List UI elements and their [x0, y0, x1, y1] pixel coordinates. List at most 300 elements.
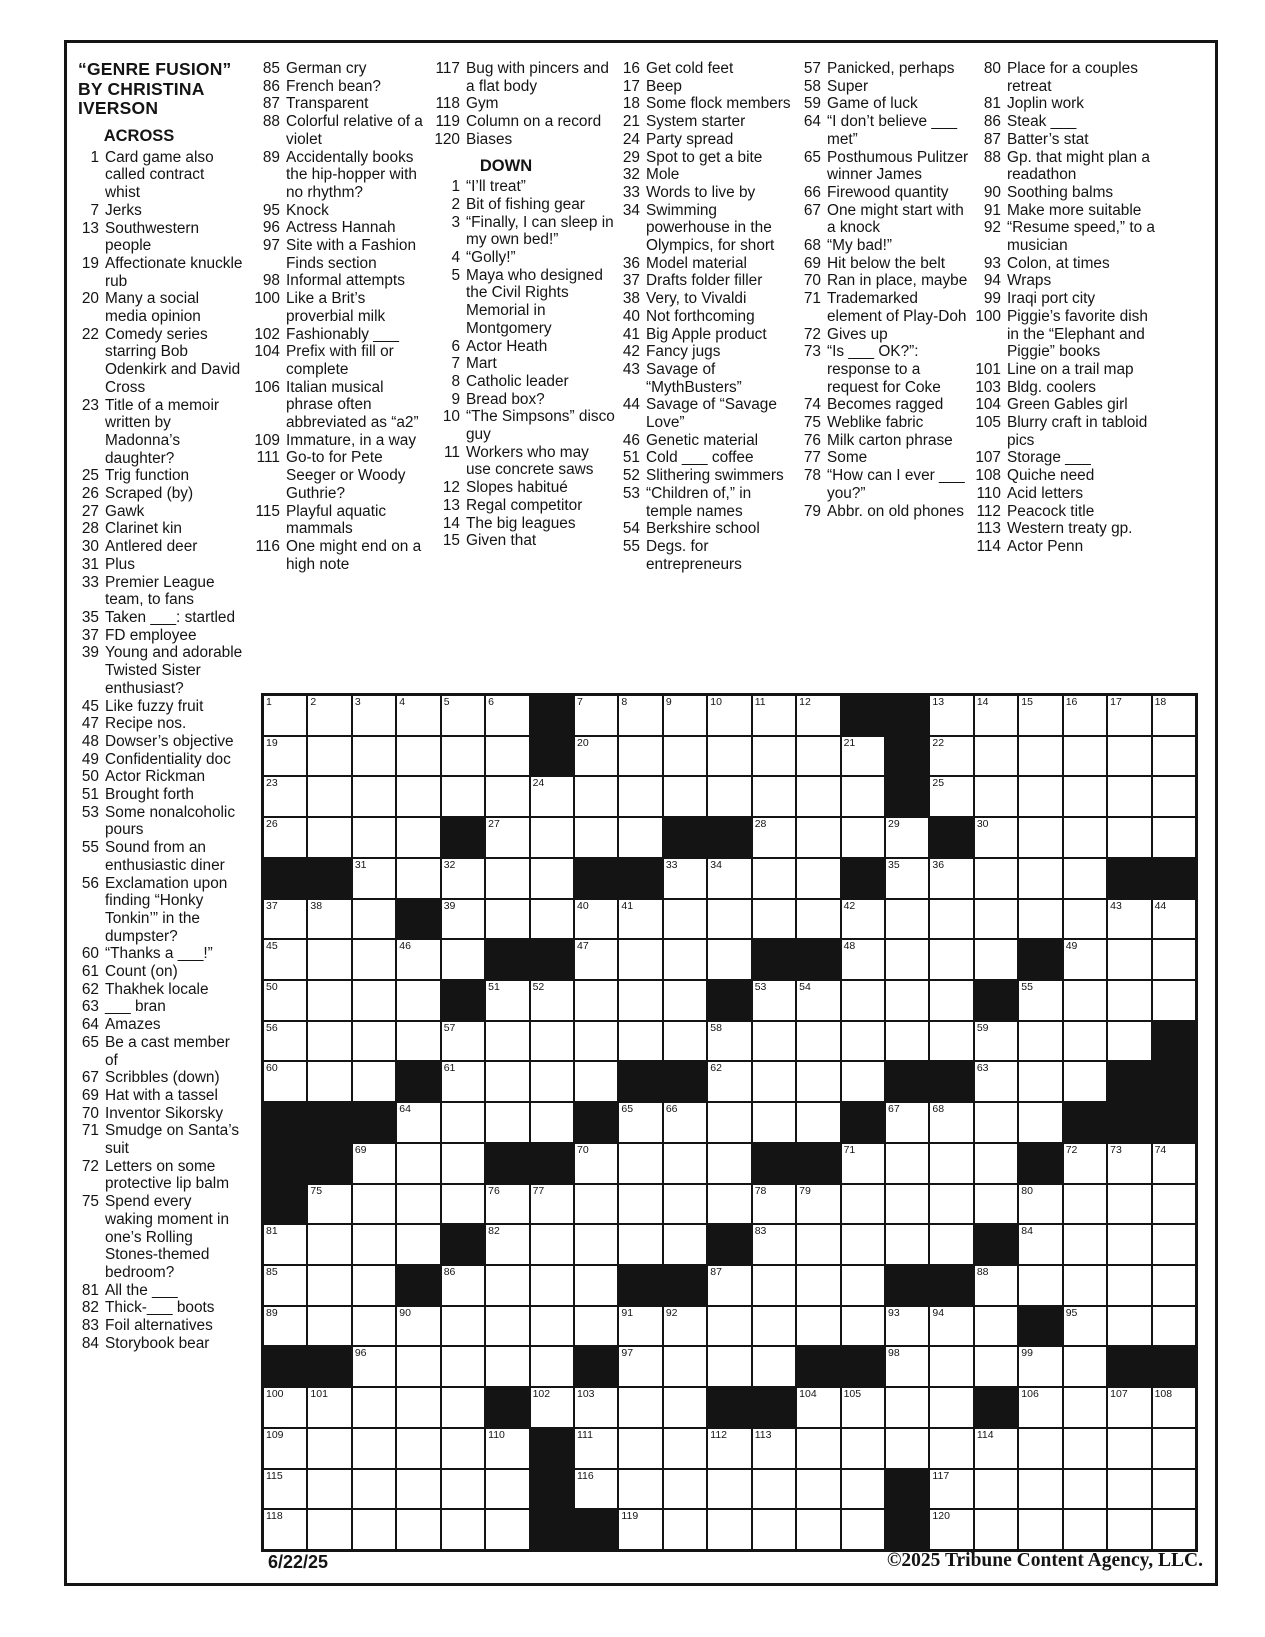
grid-cell[interactable]: [618, 980, 662, 1021]
grid-cell[interactable]: [929, 695, 973, 736]
grid-cell[interactable]: [707, 1306, 751, 1347]
grid-cell[interactable]: [1107, 939, 1151, 980]
grid-cell[interactable]: [885, 817, 929, 858]
grid-cell[interactable]: [929, 736, 973, 777]
grid-cell[interactable]: [663, 1224, 707, 1265]
grid-cell[interactable]: [752, 1224, 796, 1265]
grid-cell[interactable]: [841, 1265, 885, 1306]
grid-cell[interactable]: [307, 736, 351, 777]
grid-cell[interactable]: [707, 776, 751, 817]
grid-cell[interactable]: [263, 1509, 307, 1550]
grid-cell[interactable]: [485, 1061, 529, 1102]
grid-cell[interactable]: [618, 1224, 662, 1265]
grid-cell[interactable]: [974, 1265, 1018, 1306]
grid-cell[interactable]: [841, 899, 885, 940]
grid-cell[interactable]: [618, 1143, 662, 1184]
grid-cell[interactable]: [752, 1061, 796, 1102]
grid-cell[interactable]: [707, 1509, 751, 1550]
grid-cell[interactable]: [1152, 1224, 1196, 1265]
grid-cell[interactable]: [1063, 1428, 1107, 1469]
grid-cell[interactable]: [441, 899, 485, 940]
grid-cell[interactable]: [752, 1306, 796, 1347]
grid-cell[interactable]: [974, 1346, 1018, 1387]
grid-cell[interactable]: [1152, 817, 1196, 858]
grid-cell[interactable]: [396, 1387, 440, 1428]
grid-cell[interactable]: [618, 899, 662, 940]
grid-cell[interactable]: [1063, 695, 1107, 736]
grid-cell[interactable]: [1018, 858, 1062, 899]
grid-cell[interactable]: [1018, 899, 1062, 940]
grid-cell[interactable]: [707, 1346, 751, 1387]
grid-cell[interactable]: [263, 817, 307, 858]
grid-cell[interactable]: [396, 1021, 440, 1062]
grid-cell[interactable]: [796, 1102, 840, 1143]
grid-cell[interactable]: [1018, 736, 1062, 777]
grid-cell[interactable]: [1107, 1428, 1151, 1469]
grid-cell[interactable]: [1018, 1509, 1062, 1550]
grid-cell[interactable]: [1152, 980, 1196, 1021]
grid-cell[interactable]: [618, 1387, 662, 1428]
grid-cell[interactable]: [974, 695, 1018, 736]
grid-cell[interactable]: [441, 736, 485, 777]
grid-cell[interactable]: [752, 858, 796, 899]
grid-cell[interactable]: [530, 1021, 574, 1062]
grid-cell[interactable]: [929, 776, 973, 817]
grid-cell[interactable]: [752, 1509, 796, 1550]
grid-cell[interactable]: [307, 1387, 351, 1428]
grid-cell[interactable]: [396, 1428, 440, 1469]
grid-cell[interactable]: [663, 1469, 707, 1510]
grid-cell[interactable]: [352, 899, 396, 940]
grid-cell[interactable]: [929, 1509, 973, 1550]
grid-cell[interactable]: [1152, 736, 1196, 777]
grid-cell[interactable]: [841, 1509, 885, 1550]
grid-cell[interactable]: [1063, 1061, 1107, 1102]
grid-cell[interactable]: [485, 1346, 529, 1387]
grid-cell[interactable]: [352, 1061, 396, 1102]
grid-cell[interactable]: [663, 1102, 707, 1143]
grid-cell[interactable]: [1018, 1469, 1062, 1510]
grid-cell[interactable]: [618, 1102, 662, 1143]
grid-cell[interactable]: [1018, 1102, 1062, 1143]
grid-cell[interactable]: [618, 817, 662, 858]
grid-cell[interactable]: [396, 1143, 440, 1184]
grid-cell[interactable]: [618, 1306, 662, 1347]
grid-cell[interactable]: [530, 1102, 574, 1143]
grid-cell[interactable]: [1152, 1428, 1196, 1469]
grid-cell[interactable]: [485, 1184, 529, 1225]
grid-cell[interactable]: [796, 1387, 840, 1428]
grid-cell[interactable]: [485, 695, 529, 736]
grid-cell[interactable]: [796, 899, 840, 940]
grid-cell[interactable]: [307, 1265, 351, 1306]
grid-cell[interactable]: [796, 817, 840, 858]
grid-cell[interactable]: [618, 1428, 662, 1469]
grid-cell[interactable]: [796, 1224, 840, 1265]
grid-cell[interactable]: [1063, 980, 1107, 1021]
grid-cell[interactable]: [574, 1021, 618, 1062]
grid-cell[interactable]: [707, 1184, 751, 1225]
grid-cell[interactable]: [485, 736, 529, 777]
grid-cell[interactable]: [929, 1184, 973, 1225]
grid-cell[interactable]: [1018, 1387, 1062, 1428]
grid-cell[interactable]: [885, 980, 929, 1021]
grid-cell[interactable]: [929, 1387, 973, 1428]
grid-cell[interactable]: [530, 980, 574, 1021]
grid-cell[interactable]: [885, 1346, 929, 1387]
grid-cell[interactable]: [352, 695, 396, 736]
grid-cell[interactable]: [574, 1469, 618, 1510]
grid-cell[interactable]: [707, 736, 751, 777]
grid-cell[interactable]: [396, 939, 440, 980]
grid-cell[interactable]: [618, 1346, 662, 1387]
grid-cell[interactable]: [1107, 1184, 1151, 1225]
grid-cell[interactable]: [663, 858, 707, 899]
grid-cell[interactable]: [974, 1061, 1018, 1102]
grid-cell[interactable]: [974, 1428, 1018, 1469]
grid-cell[interactable]: [1018, 817, 1062, 858]
grid-cell[interactable]: [530, 1224, 574, 1265]
grid-cell[interactable]: [841, 1021, 885, 1062]
grid-cell[interactable]: [574, 899, 618, 940]
grid-cell[interactable]: [663, 899, 707, 940]
grid-cell[interactable]: [1063, 736, 1107, 777]
grid-cell[interactable]: [974, 1509, 1018, 1550]
grid-cell[interactable]: [796, 858, 840, 899]
grid-cell[interactable]: [618, 736, 662, 777]
grid-cell[interactable]: [441, 1021, 485, 1062]
grid-cell[interactable]: [574, 1265, 618, 1306]
grid-cell[interactable]: [1152, 1184, 1196, 1225]
grid-cell[interactable]: [441, 1346, 485, 1387]
grid-cell[interactable]: [1063, 858, 1107, 899]
grid-cell[interactable]: [441, 1265, 485, 1306]
grid-cell[interactable]: [752, 695, 796, 736]
grid-cell[interactable]: [1107, 1509, 1151, 1550]
grid-cell[interactable]: [441, 1509, 485, 1550]
grid-cell[interactable]: [752, 899, 796, 940]
grid-cell[interactable]: [841, 939, 885, 980]
grid-cell[interactable]: [441, 1061, 485, 1102]
grid-cell[interactable]: [1107, 817, 1151, 858]
grid-cell[interactable]: [352, 817, 396, 858]
grid-cell[interactable]: [307, 1021, 351, 1062]
grid-cell[interactable]: [1063, 1509, 1107, 1550]
grid-cell[interactable]: [1063, 1346, 1107, 1387]
grid-cell[interactable]: [307, 939, 351, 980]
grid-cell[interactable]: [574, 817, 618, 858]
grid-cell[interactable]: [485, 980, 529, 1021]
grid-cell[interactable]: [929, 1428, 973, 1469]
grid-cell[interactable]: [441, 939, 485, 980]
grid-cell[interactable]: [974, 1469, 1018, 1510]
grid-cell[interactable]: [263, 736, 307, 777]
grid-cell[interactable]: [352, 1509, 396, 1550]
grid-cell[interactable]: [485, 1469, 529, 1510]
grid-cell[interactable]: [974, 1306, 1018, 1347]
grid-cell[interactable]: [307, 776, 351, 817]
grid-cell[interactable]: [1018, 980, 1062, 1021]
grid-cell[interactable]: [1152, 1306, 1196, 1347]
grid-cell[interactable]: [1152, 1469, 1196, 1510]
grid-cell[interactable]: [574, 980, 618, 1021]
grid-cell[interactable]: [752, 736, 796, 777]
grid-cell[interactable]: [796, 776, 840, 817]
grid-cell[interactable]: [707, 899, 751, 940]
grid-cell[interactable]: [263, 1387, 307, 1428]
grid-cell[interactable]: [352, 1224, 396, 1265]
grid-cell[interactable]: [885, 1224, 929, 1265]
grid-cell[interactable]: [841, 980, 885, 1021]
grid-cell[interactable]: [707, 695, 751, 736]
grid-cell[interactable]: [441, 858, 485, 899]
grid-cell[interactable]: [485, 1021, 529, 1062]
grid-cell[interactable]: [574, 1224, 618, 1265]
grid-cell[interactable]: [352, 1346, 396, 1387]
grid-cell[interactable]: [796, 1469, 840, 1510]
grid-cell[interactable]: [885, 939, 929, 980]
grid-cell[interactable]: [707, 1143, 751, 1184]
grid-cell[interactable]: [841, 1306, 885, 1347]
grid-cell[interactable]: [796, 1021, 840, 1062]
grid-cell[interactable]: [307, 695, 351, 736]
grid-cell[interactable]: [307, 1224, 351, 1265]
grid-cell[interactable]: [707, 1061, 751, 1102]
grid-cell[interactable]: [796, 1509, 840, 1550]
grid-cell[interactable]: [441, 1306, 485, 1347]
grid-cell[interactable]: [1152, 899, 1196, 940]
grid-cell[interactable]: [841, 776, 885, 817]
grid-cell[interactable]: [396, 858, 440, 899]
grid-cell[interactable]: [974, 899, 1018, 940]
grid-cell[interactable]: [1107, 776, 1151, 817]
grid-cell[interactable]: [263, 980, 307, 1021]
grid-cell[interactable]: [929, 1346, 973, 1387]
grid-cell[interactable]: [707, 1021, 751, 1062]
grid-cell[interactable]: [1107, 736, 1151, 777]
grid-cell[interactable]: [618, 939, 662, 980]
grid-cell[interactable]: [885, 1021, 929, 1062]
grid-cell[interactable]: [707, 858, 751, 899]
grid-cell[interactable]: [441, 1102, 485, 1143]
grid-cell[interactable]: [1018, 695, 1062, 736]
grid-cell[interactable]: [530, 1061, 574, 1102]
grid-cell[interactable]: [752, 1346, 796, 1387]
grid-cell[interactable]: [707, 1265, 751, 1306]
grid-cell[interactable]: [574, 1184, 618, 1225]
grid-cell[interactable]: [441, 1387, 485, 1428]
grid-cell[interactable]: [574, 1387, 618, 1428]
grid-cell[interactable]: [663, 1387, 707, 1428]
grid-cell[interactable]: [752, 817, 796, 858]
grid-cell[interactable]: [1107, 1469, 1151, 1510]
grid-cell[interactable]: [885, 1387, 929, 1428]
grid-cell[interactable]: [485, 1428, 529, 1469]
grid-cell[interactable]: [441, 1184, 485, 1225]
grid-cell[interactable]: [663, 695, 707, 736]
grid-cell[interactable]: [841, 1184, 885, 1225]
grid-cell[interactable]: [1063, 1265, 1107, 1306]
grid-cell[interactable]: [307, 1306, 351, 1347]
grid-cell[interactable]: [396, 1509, 440, 1550]
grid-cell[interactable]: [929, 1469, 973, 1510]
grid-cell[interactable]: [352, 939, 396, 980]
grid-cell[interactable]: [929, 1143, 973, 1184]
grid-cell[interactable]: [307, 899, 351, 940]
grid-cell[interactable]: [663, 1143, 707, 1184]
grid-cell[interactable]: [974, 817, 1018, 858]
grid-cell[interactable]: [796, 980, 840, 1021]
grid-cell[interactable]: [352, 980, 396, 1021]
grid-cell[interactable]: [396, 1469, 440, 1510]
grid-cell[interactable]: [1018, 1265, 1062, 1306]
grid-cell[interactable]: [485, 817, 529, 858]
grid-cell[interactable]: [485, 1265, 529, 1306]
grid-cell[interactable]: [1107, 1387, 1151, 1428]
grid-cell[interactable]: [1107, 1306, 1151, 1347]
grid-cell[interactable]: [396, 1102, 440, 1143]
grid-cell[interactable]: [663, 1021, 707, 1062]
grid-cell[interactable]: [441, 1469, 485, 1510]
grid-cell[interactable]: [441, 1428, 485, 1469]
grid-cell[interactable]: [929, 899, 973, 940]
grid-cell[interactable]: [530, 1265, 574, 1306]
grid-cell[interactable]: [396, 1346, 440, 1387]
grid-cell[interactable]: [352, 1428, 396, 1469]
grid-cell[interactable]: [485, 858, 529, 899]
grid-cell[interactable]: [396, 776, 440, 817]
grid-cell[interactable]: [974, 776, 1018, 817]
grid-cell[interactable]: [929, 1224, 973, 1265]
grid-cell[interactable]: [663, 1306, 707, 1347]
grid-cell[interactable]: [663, 1428, 707, 1469]
grid-cell[interactable]: [307, 817, 351, 858]
grid-cell[interactable]: [841, 736, 885, 777]
grid-cell[interactable]: [485, 1224, 529, 1265]
grid-cell[interactable]: [841, 1428, 885, 1469]
grid-cell[interactable]: [1018, 1021, 1062, 1062]
grid-cell[interactable]: [530, 1184, 574, 1225]
grid-cell[interactable]: [307, 1469, 351, 1510]
grid-cell[interactable]: [841, 1143, 885, 1184]
grid-cell[interactable]: [307, 980, 351, 1021]
grid-cell[interactable]: [974, 1143, 1018, 1184]
grid-cell[interactable]: [929, 1021, 973, 1062]
grid-cell[interactable]: [574, 776, 618, 817]
grid-cell[interactable]: [485, 899, 529, 940]
grid-cell[interactable]: [263, 899, 307, 940]
grid-cell[interactable]: [796, 1306, 840, 1347]
grid-cell[interactable]: [352, 1469, 396, 1510]
grid-cell[interactable]: [574, 1306, 618, 1347]
grid-cell[interactable]: [618, 776, 662, 817]
grid-cell[interactable]: [485, 776, 529, 817]
grid-cell[interactable]: [530, 899, 574, 940]
grid-cell[interactable]: [618, 1509, 662, 1550]
grid-cell[interactable]: [663, 939, 707, 980]
grid-cell[interactable]: [752, 1021, 796, 1062]
grid-cell[interactable]: [530, 858, 574, 899]
grid-cell[interactable]: [663, 736, 707, 777]
grid-cell[interactable]: [485, 1509, 529, 1550]
grid-cell[interactable]: [352, 1265, 396, 1306]
grid-cell[interactable]: [752, 1184, 796, 1225]
grid-cell[interactable]: [752, 1102, 796, 1143]
grid-cell[interactable]: [663, 1509, 707, 1550]
grid-cell[interactable]: [307, 1061, 351, 1102]
grid-cell[interactable]: [1107, 1021, 1151, 1062]
grid-cell[interactable]: [885, 858, 929, 899]
grid-cell[interactable]: [352, 1143, 396, 1184]
grid-cell[interactable]: [885, 899, 929, 940]
grid-cell[interactable]: [1063, 939, 1107, 980]
grid-cell[interactable]: [352, 858, 396, 899]
grid-cell[interactable]: [1107, 1143, 1151, 1184]
grid-cell[interactable]: [1152, 1509, 1196, 1550]
grid-cell[interactable]: [841, 817, 885, 858]
grid-cell[interactable]: [1107, 695, 1151, 736]
grid-cell[interactable]: [752, 1469, 796, 1510]
grid-cell[interactable]: [707, 1102, 751, 1143]
grid-cell[interactable]: [974, 1184, 1018, 1225]
grid-cell[interactable]: [396, 1306, 440, 1347]
grid-cell[interactable]: [885, 1184, 929, 1225]
grid-cell[interactable]: [974, 736, 1018, 777]
grid-cell[interactable]: [841, 1387, 885, 1428]
grid-cell[interactable]: [1152, 939, 1196, 980]
grid-cell[interactable]: [1107, 1224, 1151, 1265]
grid-cell[interactable]: [618, 695, 662, 736]
grid-cell[interactable]: [707, 1428, 751, 1469]
grid-cell[interactable]: [974, 1021, 1018, 1062]
grid-cell[interactable]: [307, 1184, 351, 1225]
grid-cell[interactable]: [796, 695, 840, 736]
grid-cell[interactable]: [796, 736, 840, 777]
grid-cell[interactable]: [752, 980, 796, 1021]
grid-cell[interactable]: [574, 736, 618, 777]
grid-cell[interactable]: [1152, 1387, 1196, 1428]
grid-cell[interactable]: [1152, 1143, 1196, 1184]
grid-cell[interactable]: [1107, 899, 1151, 940]
grid-cell[interactable]: [396, 980, 440, 1021]
grid-cell[interactable]: [796, 1061, 840, 1102]
grid-cell[interactable]: [1018, 776, 1062, 817]
grid-cell[interactable]: [752, 1428, 796, 1469]
grid-cell[interactable]: [929, 980, 973, 1021]
grid-cell[interactable]: [263, 776, 307, 817]
grid-cell[interactable]: [1018, 1184, 1062, 1225]
grid-cell[interactable]: [1063, 1021, 1107, 1062]
grid-cell[interactable]: [1018, 1346, 1062, 1387]
grid-cell[interactable]: [707, 1469, 751, 1510]
grid-cell[interactable]: [574, 1143, 618, 1184]
grid-cell[interactable]: [1063, 776, 1107, 817]
grid-cell[interactable]: [796, 1184, 840, 1225]
grid-cell[interactable]: [929, 858, 973, 899]
grid-cell[interactable]: [530, 1306, 574, 1347]
grid-cell[interactable]: [1063, 817, 1107, 858]
grid-cell[interactable]: [618, 1021, 662, 1062]
grid-cell[interactable]: [307, 1428, 351, 1469]
grid-cell[interactable]: [1107, 1265, 1151, 1306]
grid-cell[interactable]: [396, 1224, 440, 1265]
grid-cell[interactable]: [352, 1184, 396, 1225]
grid-cell[interactable]: [1063, 1469, 1107, 1510]
grid-cell[interactable]: [974, 858, 1018, 899]
grid-cell[interactable]: [885, 1102, 929, 1143]
grid-cell[interactable]: [618, 1469, 662, 1510]
grid-cell[interactable]: [707, 939, 751, 980]
